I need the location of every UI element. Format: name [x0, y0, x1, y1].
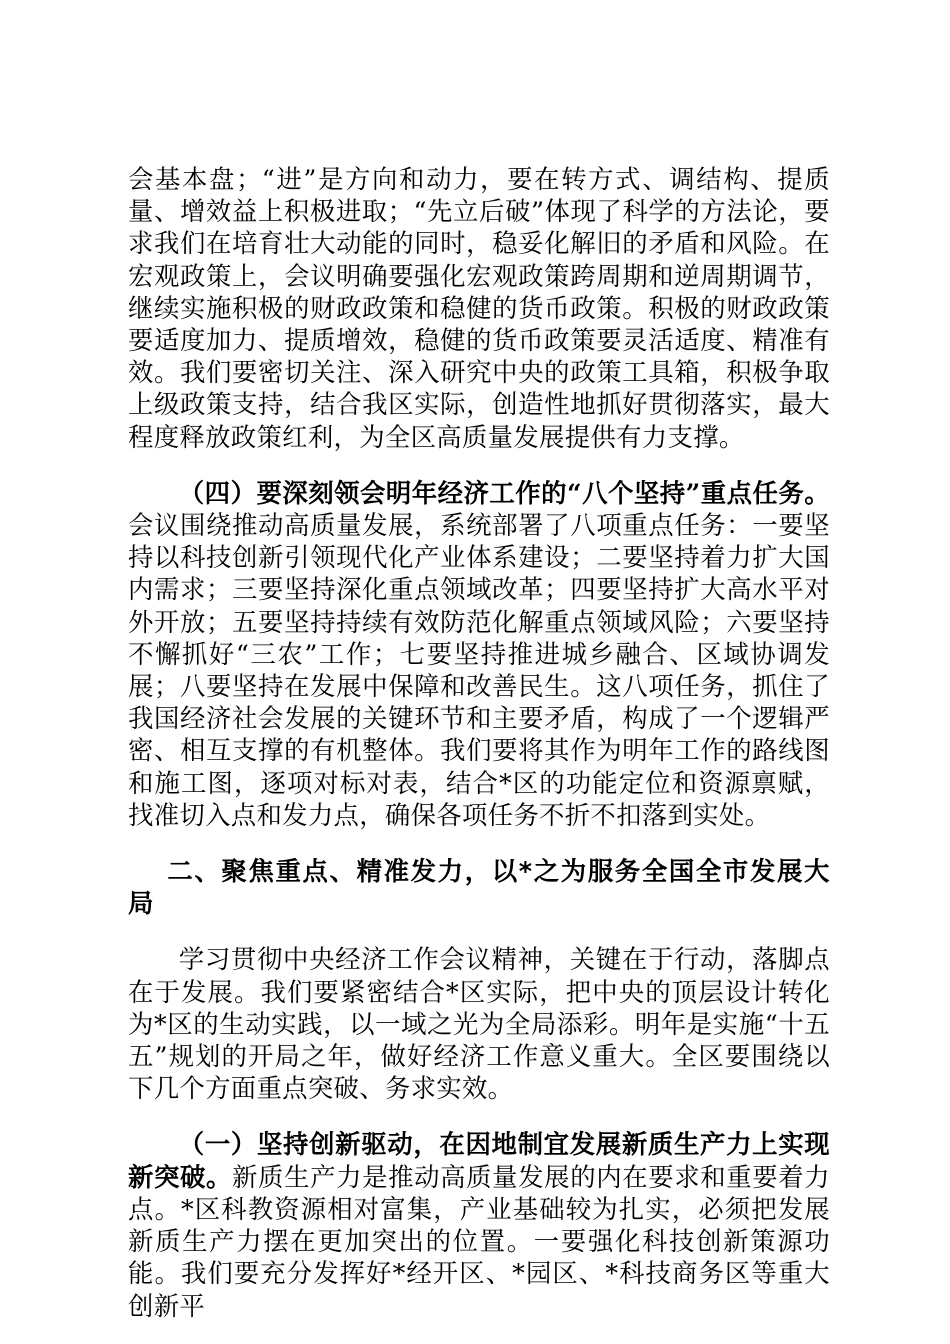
document-body	[128, 163, 830, 1322]
section-heading-2: 二、聚焦重点、精准发力，以*之为服务全国全市发展大局	[128, 856, 830, 919]
paragraph-spacer	[128, 1104, 830, 1128]
paragraph-innovation-driven	[128, 1128, 830, 1321]
paragraph-lead-bold: （一）坚持创新驱动，在因地制宜发展新质生产力上实现新突破。	[128, 1129, 830, 1192]
paragraph-spacer	[128, 453, 830, 477]
paragraph-spacer	[128, 919, 830, 943]
paragraph-macro-policy: 会基本盘；“进”是方向和动力，要在转方式、调结构、提质量、增效益上积极进取；“先立后破”体现了科学的方法论，要求我们在培育壮大动能的同时，稳妥化解旧的矛盾和风险。在宏观政策上，会议明确要强化宏观政策跨周期和逆周期调节，继续实施积极的财政政策和稳健的货币政策。积极的财政政策要适度加力、提质增效，稳健的货币政策要灵活适度、精准有效。我们要密切关注、深入研究中央的政策工具箱，积极争取上级政策支持，结合我区实际，创造性地抓好贯彻落实，最大程度释放政策红利，为全区高质量发展提供有力支撑。	[128, 164, 830, 452]
paragraph-body-text: 会议围绕推动高质量发展，系统部署了八项重点任务：一要坚持以科技创新引领现代化产业体系建设；二要坚持着力扩大国内需求；三要坚持深化重点领域改革；四要坚持扩大高水平对外开放；五要坚持持续有效防范化解重点领域风险；六要坚持不懈抓好“三农”工作；七要坚持推进城乡融合、区域协调发展；八要坚持在发展中保障和改善民生。这八项任务，抓住了我国经济社会发展的关键环节和主要矛盾，构成了一个逻辑严密、相互支撑的有机整体。我们要将其作为明年工作的路线图和施工图，逐项对标对表，结合*区的功能定位和资源禀赋，找准切入点和发力点，确保各项任务不折不扣落到实处。	[128, 510, 830, 830]
paragraph-eight-persistences	[128, 477, 830, 831]
paragraph-implementation: 学习贯彻中央经济工作会议精神，关键在于行动，落脚点在于发展。我们要紧密结合*区实际，把中央的顶层设计转化为*区的生动实践，以一域之光为全局添彩。明年是实施“十五五”规划的开局之年，做好经济工作意义重大。全区要围绕以下几个方面重点突破、务求实效。	[128, 944, 830, 1104]
paragraph-body-text: 新质生产力是推动高质量发展的内在要求和重要着力点。*区科教资源相对富集，产业基础较为扎实，必须把发展新质生产力摆在更加突出的位置。一要强化科技创新策源功能。我们要充分发挥好*经开区、*园区、*科技商务区等重大创新平	[128, 1161, 830, 1321]
paragraph-lead-bold: （四）要深刻领会明年经济工作的“八个坚持”重点任务。	[178, 477, 830, 508]
paragraph-spacer	[128, 831, 830, 855]
